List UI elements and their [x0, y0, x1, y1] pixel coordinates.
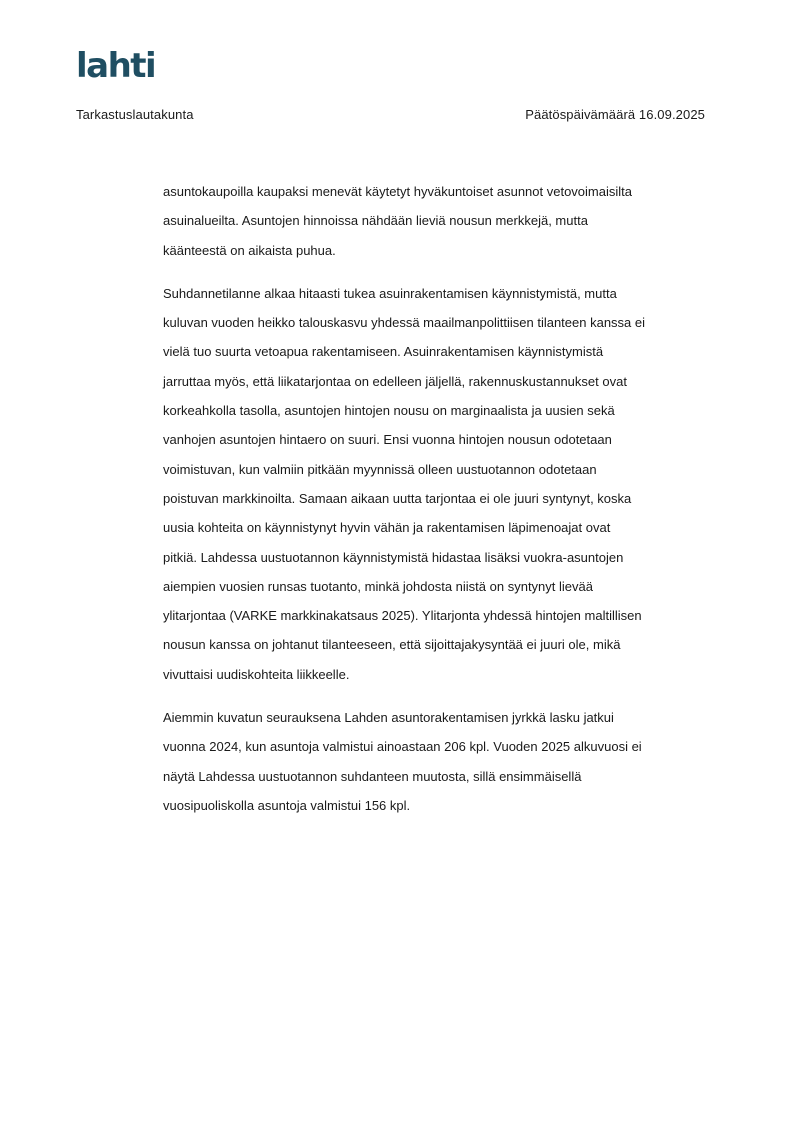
text-line: nousun kanssa on johtanut tilanteeseen, että sijoittajakysyntää ei juuri ole, mikä: [163, 637, 621, 653]
text-line: Aiemmin kuvatun seurauksena Lahden asuntorakentamisen jyrkkä lasku jatkui: [163, 710, 614, 726]
text-line: Suhdannetilanne alkaa hitaasti tukea asuinrakentamisen käynnistymistä, mutta: [163, 285, 617, 301]
paragraph: [163, 279, 719, 689]
decision-date: Päätöspäivämäärä 16.09.2025: [525, 107, 705, 122]
paragraph: [163, 177, 719, 265]
paragraph: [163, 703, 719, 820]
text-line: vivuttaisi uudiskohteita liikkeelle.: [163, 666, 350, 682]
text-line: asuntokaupoilla kaupaksi menevät käytetyt hyväkuntoiset asunnot vetovoimaisilta: [163, 184, 632, 199]
document-body: [163, 177, 719, 834]
text-line: vuonna 2024, kun asuntoja valmistui ainoastaan 206 kpl. Vuoden 2025 alkuvuosi ei: [163, 739, 642, 755]
text-line: kuluvan vuoden heikko talouskasvu yhdessä maailmanpolittiisen tilanteen kanssa ei: [163, 315, 646, 331]
text-line: asuinalueilta. Asuntojen hinnoissa nähdään lieviä nousun merkkejä, mutta: [163, 213, 588, 229]
svg-text:lahti: lahti: [76, 46, 156, 82]
text-line: jarruttaa myös, että liikatarjontaa on edelleen jäljellä, rakennuskustannukset ovat: [163, 373, 627, 389]
text-line: vuosipuoliskolla asuntoja valmistui 156 kpl.: [163, 797, 411, 813]
text-line: näytä Lahdessa uustuotannon suhdanteen muutosta, sillä ensimmäisellä: [163, 768, 582, 784]
text-line: ylitarjontaa (VARKE markkinakatsaus 2025). Ylitarjonta yhdessä hintojen maltillisen: [163, 608, 642, 624]
text-line: aiempien vuosien runsas tuotanto, minkä johdosta niistä on syntynyt lievää: [163, 578, 593, 594]
committee-name: Tarkastuslautakunta: [76, 107, 194, 122]
text-line: vanhojen asuntojen hintaero on suuri. Ensi vuonna hintojen nousun odotetaan: [163, 432, 612, 448]
text-line: käänteestä on aikaista puhua.: [163, 242, 336, 258]
text-line: uusia kohteita on käynnistynyt hyvin vähän ja rakentamisen läpimenoajat ovat: [163, 520, 611, 536]
text-line: vielä tuo suurta vetoapua rakentamiseen. Asuinrakentamisen käynnistymistä: [163, 344, 604, 360]
text-line: pitkiä. Lahdessa uustuotannon käynnistymistä hidastaa lisäksi vuokra-asuntojen: [163, 549, 624, 565]
lahti-logo: [76, 46, 166, 82]
text-line: poistuvan markkinoilta. Samaan aikaan uutta tarjontaa ei ole juuri syntynyt, koska: [163, 490, 632, 506]
text-line: korkeahkolla tasolla, asuntojen hintojen nousu on marginaalista ja uusien sekä: [163, 403, 615, 419]
text-line: voimistuvan, kun valmiin pitkään myynnissä olleen uustuotannon odotetaan: [163, 461, 597, 477]
